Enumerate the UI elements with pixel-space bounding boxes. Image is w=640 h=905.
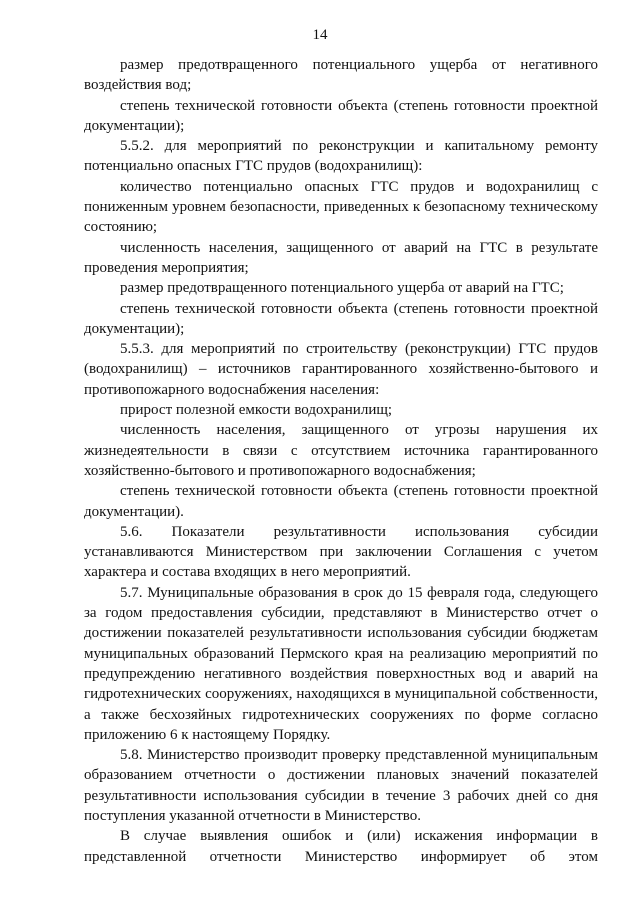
paragraph: степень технической готовности объекта (степень готовности проектной документации). — [84, 483, 598, 520]
paragraph: степень технической готовности объекта (степень готовности проектной документации); — [84, 97, 598, 134]
paragraph: В случае выявления ошибок и (или) искажения информации в представленной отчетности Министерство информирует об этом — [84, 828, 598, 865]
paragraph: численность населения, защищенного от угрозы нарушения их жизнедеятельности в связи с отсутствием источника гарантированного хозяйственно-бытового и противопожарного водоснабжения; — [84, 422, 598, 479]
paragraph: размер предотвращенного потенциального ущерба от негативного воздействия вод; — [84, 57, 598, 94]
paragraph: размер предотвращенного потенциального ущерба от аварий на ГТС; — [120, 280, 564, 297]
paragraph: прирост полезной емкости водохранилищ; — [120, 402, 393, 419]
paragraph: численность населения, защищенного от аварий на ГТС в результате проведения мероприятия; — [84, 239, 598, 276]
page-number: 14 — [312, 27, 328, 43]
document-body — [84, 55, 598, 867]
paragraph: степень технической готовности объекта (степень готовности проектной документации); — [84, 300, 598, 337]
paragraph: 5.8. Министерство производит проверку представленной муниципальным образованием отчетности о достижении плановых значений показателей результативности использования субсидии в течение 3 рабочих дней со дня поступления указанной отчетности в Министерство. — [84, 747, 598, 824]
paragraph: 5.6. Показатели результативности использования субсидии устанавливаются Министерством при заключении Соглашения с учетом характера и состава входящих в него мероприятий. — [84, 523, 598, 581]
paragraph: количество потенциально опасных ГТС прудов и водохранилищ с пониженным уровнем безопасности, приведенных к безопасному техническому состоянию; — [84, 178, 598, 236]
paragraph: 5.5.3. для мероприятий по строительству (реконструкции) ГТС прудов (водохранилищ) – источников гарантированного хозяйственно-бытового и противопожарного водоснабжения населения: — [84, 341, 598, 398]
paragraph: 5.5.2. для мероприятий по реконструкции и капитальному ремонту потенциально опасных ГТС прудов (водохранилищ): — [84, 138, 598, 175]
paragraph: 5.7. Муниципальные образования в срок до 15 февраля года, следующего за годом предоставления субсидии, представляют в Министерство отчет о достижении показателей результативности использования субсидии бюджетам муниципальных образований Пермского края на реализацию мероприятий по предупреждению негативного воздействия поверхностных вод и аварий на гидротехнических сооружениях, находящихся в муниципальной собственности, а также бесхозяйных гидротехнических сооружениях по форме согласно приложению 6 к настоящему Порядку. — [84, 584, 598, 743]
